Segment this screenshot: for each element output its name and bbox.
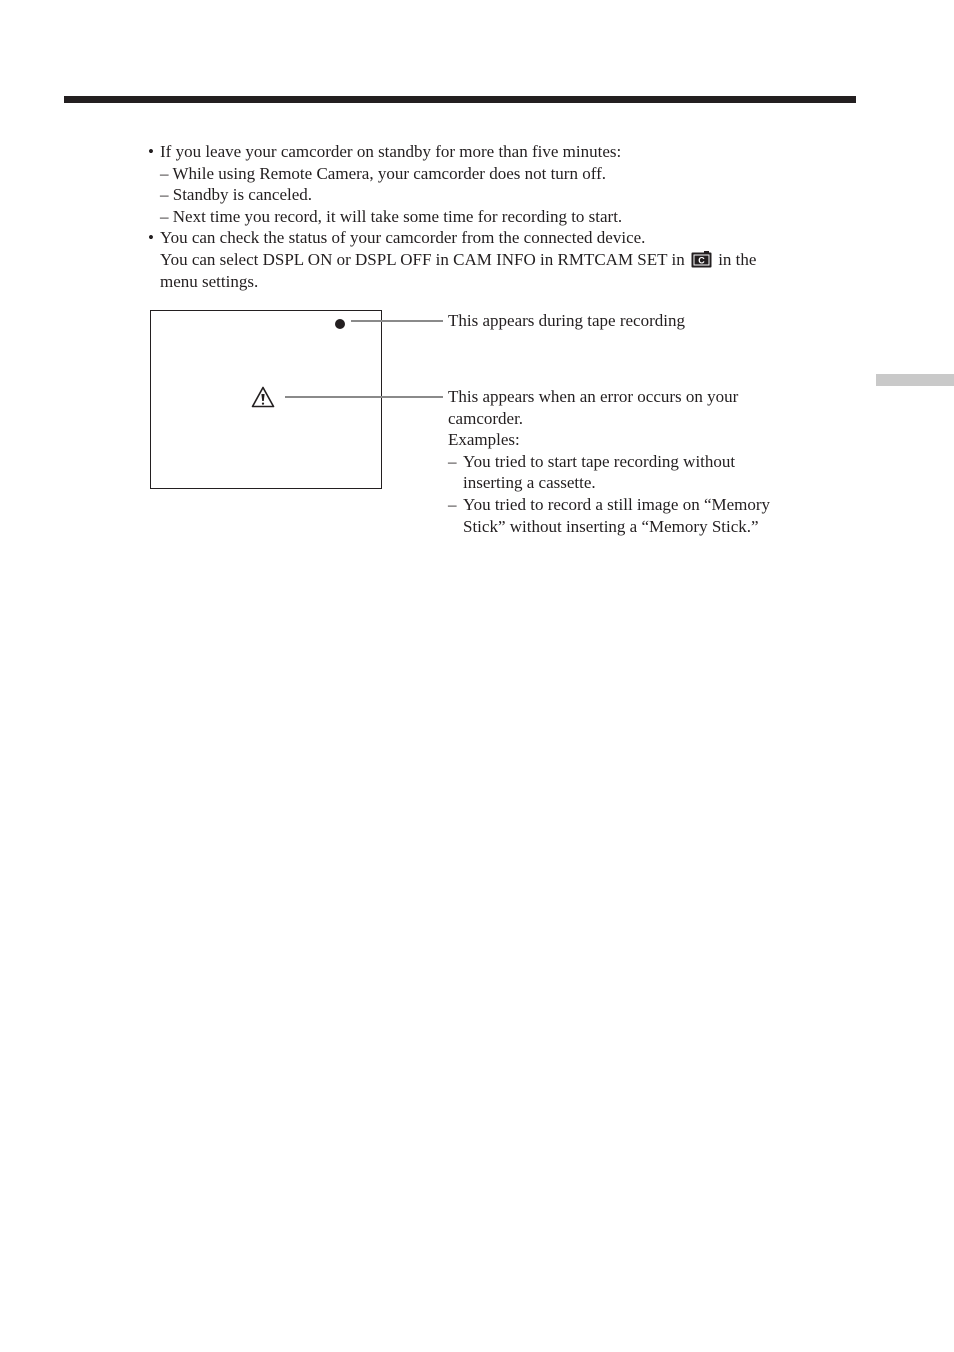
note-bullet-2-line-2-before: You can select DSPL ON or DSPL OFF in CAM INFO in RMTCAM SET in	[160, 249, 685, 269]
camera-menu-icon	[691, 251, 712, 268]
dash-marker: –	[160, 163, 169, 183]
error-leader-line	[285, 396, 443, 398]
example-1-line-1: You tried to start tape recording without	[463, 451, 736, 471]
note-bullet-2-line-3	[148, 271, 848, 293]
note-bullet-2-line-3-text: menu settings.	[160, 271, 259, 291]
record-callout-text: This appears during tape recording	[448, 311, 685, 330]
note-bullet-2-line-2-after: in the	[718, 249, 757, 269]
examples-label: Examples:	[448, 430, 520, 450]
bullet-marker: •	[148, 228, 154, 248]
record-callout	[448, 310, 685, 332]
example-1	[448, 451, 770, 473]
error-callout-line-2: camcorder.	[448, 408, 524, 428]
note-sub-1-text: While using Remote Camera, your camcorder does not turn off.	[172, 163, 606, 183]
example-2	[448, 494, 770, 516]
dash-marker: –	[160, 206, 169, 226]
note-bullet-2-line-2	[148, 249, 848, 271]
record-dot-icon	[335, 319, 345, 329]
section-side-tab	[876, 374, 954, 386]
dash-marker: –	[448, 494, 457, 514]
warning-triangle-icon	[251, 386, 275, 408]
note-sub-2	[148, 184, 848, 206]
note-sub-2-text: Standby is canceled.	[172, 185, 313, 205]
error-callout	[448, 386, 770, 537]
note-sub-3-text: Next time you record, it will take some time for recording to start.	[172, 206, 623, 226]
note-sub-1	[148, 163, 848, 185]
error-callout-line-1: This appears when an error occurs on your	[448, 387, 739, 406]
camera-menu-icon-letter: C	[698, 255, 705, 266]
notes-section	[148, 141, 848, 292]
example-2-line-1: You tried to record a still image on “Memory	[463, 494, 771, 514]
note-bullet-1	[148, 141, 848, 163]
note-bullet-1-text: If you leave your camcorder on standby for more than five minutes:	[160, 142, 622, 161]
bullet-marker: •	[148, 142, 154, 161]
dash-marker: –	[160, 185, 169, 205]
note-bullet-2-text: You can check the status of your camcorder from the connected device.	[160, 228, 646, 248]
record-leader-line	[351, 320, 443, 322]
example-2-line-2: Stick” without inserting a “Memory Stick.”	[463, 516, 759, 536]
note-bullet-2	[148, 227, 848, 249]
top-rule	[64, 96, 856, 103]
example-1-line-2: inserting a cassette.	[463, 473, 596, 493]
note-sub-3	[148, 206, 848, 228]
dash-marker: –	[448, 451, 457, 471]
